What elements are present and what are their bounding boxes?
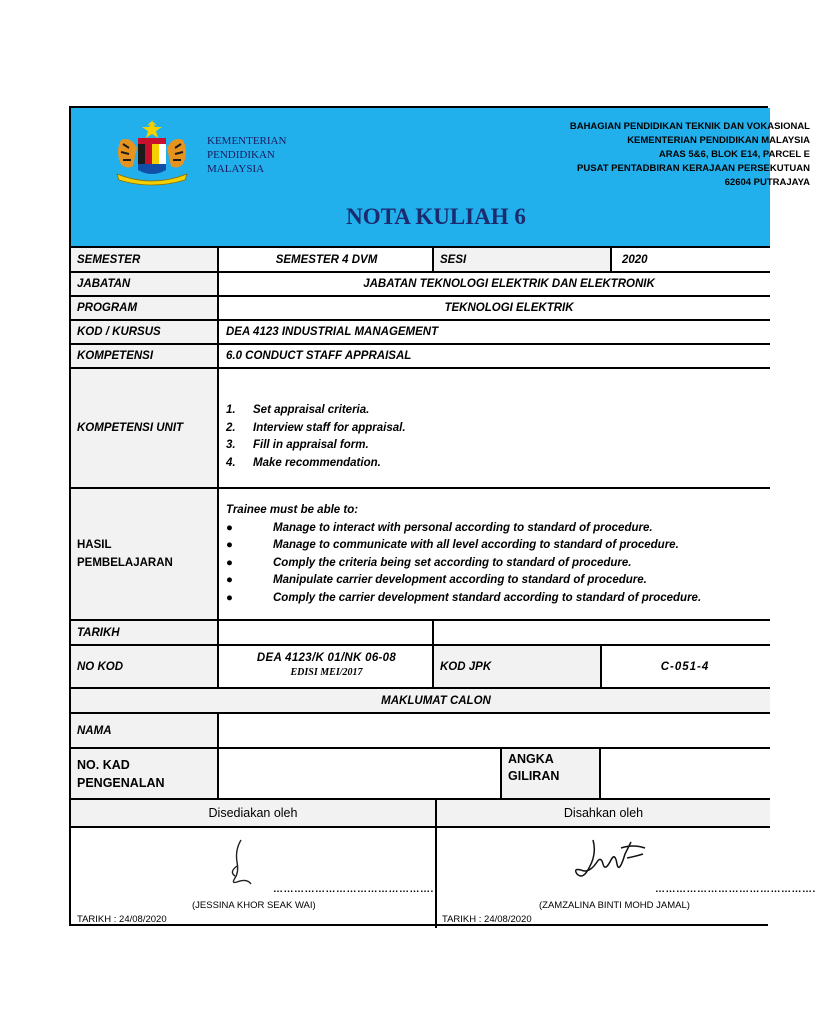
no-kod-edition: EDISI MEI/2017 <box>290 667 363 678</box>
bullet-icon: ● <box>226 521 233 534</box>
semester-value: SEMESTER 4 DVM <box>275 253 378 266</box>
list-text: Manipulate carrier development according to standard of procedure. <box>273 574 647 586</box>
list-number: 4. <box>226 456 236 469</box>
maklumat-calon-row <box>71 687 770 712</box>
kompetensi-unit-label: KOMPETENSI UNIT <box>71 369 219 487</box>
list-item <box>226 455 770 473</box>
list-item <box>226 537 779 555</box>
kompetensi-unit-list-cell <box>219 369 770 487</box>
address-line: ARAS 5&6, BLOK E14, PARCEL E <box>658 149 810 160</box>
ministry-address <box>450 120 810 190</box>
kompetensi-label: KOMPETENSI <box>71 345 219 367</box>
label-line: ANGKA <box>508 752 554 766</box>
list-text: Manage to interact with personal according to standard of procedure. <box>273 521 653 534</box>
list-text: Make recommendation. <box>253 456 381 469</box>
ministry-name <box>207 134 286 176</box>
lecture-note-form <box>69 106 816 926</box>
semester-label: SEMESTER <box>71 248 219 271</box>
angka-giliran-label <box>500 749 601 798</box>
nama-label: NAMA <box>71 714 219 747</box>
kompetensi-unit-row <box>71 367 770 487</box>
list-item <box>226 402 770 420</box>
hasil-pembelajaran-row <box>71 487 770 619</box>
list-item <box>226 437 770 455</box>
no-kod-value <box>219 646 434 687</box>
jabatan-row <box>71 271 770 295</box>
jabatan-value: JABATAN TEKNOLOGI ELEKTRIK DAN ELEKTRONIK <box>363 278 655 290</box>
list-number: 1. <box>226 404 236 416</box>
prepared-by-date: TARIKH : 24/08/2020 <box>77 914 167 925</box>
nama-row <box>71 712 770 747</box>
bullet-icon: ● <box>226 539 233 551</box>
list-number: 3. <box>226 439 236 451</box>
no-kad-pengenalan-row <box>71 747 770 798</box>
address-line: KEMENTERIAN PENDIDIKAN MALAYSIA <box>627 135 810 146</box>
ministry-line: KEMENTERIAN <box>207 135 287 147</box>
kompetensi-value: 6.0 CONDUCT STAFF APPRAISAL <box>226 350 412 362</box>
kompetensi-unit-list <box>226 402 770 472</box>
approved-by-date: TARIKH : 24/08/2020 <box>442 914 532 925</box>
list-text: Comply the carrier development standard according to standard of procedure. <box>273 591 702 604</box>
prepared-by-cell <box>71 828 435 928</box>
list-item <box>226 590 779 608</box>
signature-line: ………………………………………. <box>655 884 816 895</box>
signature-line: ………………………………………. <box>273 884 434 895</box>
list-text: Interview staff for appraisal. <box>253 421 406 434</box>
learning-outcomes-list <box>226 502 779 607</box>
kod-kursus-value: DEA 4123 INDUSTRIAL MANAGEMENT <box>226 326 439 338</box>
nama-value <box>219 714 770 747</box>
list-item <box>226 520 779 538</box>
program-row <box>71 295 770 319</box>
list-item <box>226 420 770 438</box>
list-text: Comply the criteria being set according to standard of procedure. <box>273 556 632 569</box>
maklumat-calon-title: MAKLUMAT CALON <box>381 694 491 707</box>
program-value: TEKNOLOGI ELEKTRIK <box>444 302 574 314</box>
program-label: PROGRAM <box>71 297 219 319</box>
kod-jpk-label: KOD JPK <box>432 646 602 687</box>
kod-kursus-row <box>71 319 770 343</box>
sesi-value: 2020 <box>622 253 648 266</box>
list-text: Fill in appraisal form. <box>253 439 369 451</box>
label-line: PENGENALAN <box>77 775 165 790</box>
ministry-line: MALAYSIA <box>207 163 265 175</box>
hasil-pembelajaran-content <box>219 489 779 619</box>
label-line: HASIL <box>77 539 112 551</box>
tarikh-row <box>71 619 770 644</box>
prepared-by-label: Disediakan oleh <box>208 806 298 820</box>
address-line: PUSAT PENTADBIRAN KERAJAAN PERSEKUTUAN <box>577 163 810 174</box>
document-title: NOTA KULIAH 6 <box>346 204 526 229</box>
list-number: 2. <box>226 421 236 434</box>
semester-row <box>71 246 770 271</box>
list-text: Set appraisal criteria. <box>253 404 370 416</box>
kompetensi-row <box>71 343 770 367</box>
approved-by-signature <box>571 834 651 890</box>
approved-by-cell <box>435 828 816 928</box>
signature-body-row <box>71 826 816 928</box>
outcomes-intro: Trainee must be able to: <box>226 504 359 516</box>
address-line: 62604 PUTRAJAYA <box>724 177 810 188</box>
list-text: Manage to communicate with all level according to standard of procedure. <box>273 539 679 551</box>
label-line: PEMBELAJARAN <box>77 557 173 569</box>
bullet-icon: ● <box>226 591 233 604</box>
list-item <box>226 555 779 573</box>
jabatan-label: JABATAN <box>71 273 219 295</box>
sesi-label: SESI <box>432 248 612 271</box>
signature-header-row <box>71 798 770 826</box>
no-kad-pengenalan-label <box>71 749 219 798</box>
tarikh-label: TARIKH <box>71 621 219 644</box>
kod-jpk-value: C-051-4 <box>660 660 710 673</box>
no-kod-code: DEA 4123/K 01/NK 06-08 <box>256 652 397 664</box>
approved-by-name: (ZAMZALINA BINTI MOHD JAMAL) <box>539 900 690 911</box>
kod-kursus-label: KOD / KURSUS <box>71 321 219 343</box>
no-kod-label: NO KOD <box>71 646 219 687</box>
prepared-by-name: (JESSINA KHOR SEAK WAI) <box>192 900 316 911</box>
approved-by-label: Disahkan oleh <box>435 800 770 826</box>
angka-giliran-value <box>601 749 770 798</box>
bullet-icon: ● <box>226 574 233 586</box>
hasil-pembelajaran-label <box>71 489 219 619</box>
label-line: NO. KAD <box>77 757 130 772</box>
bullet-icon: ● <box>226 556 233 569</box>
malaysia-coat-of-arms-icon <box>109 118 195 186</box>
no-kad-pengenalan-value <box>219 749 502 798</box>
label-line: GILIRAN <box>508 769 560 783</box>
tarikh-empty-cell <box>432 621 770 644</box>
prepared-by-signature <box>221 836 261 894</box>
tarikh-value <box>219 621 434 644</box>
no-kod-row <box>71 644 770 687</box>
address-line: BAHAGIAN PENDIDIKAN TEKNIK DAN VOKASIONAL <box>569 121 810 132</box>
form-header <box>71 108 810 246</box>
ministry-line: PENDIDIKAN <box>207 149 275 161</box>
list-item <box>226 572 779 590</box>
